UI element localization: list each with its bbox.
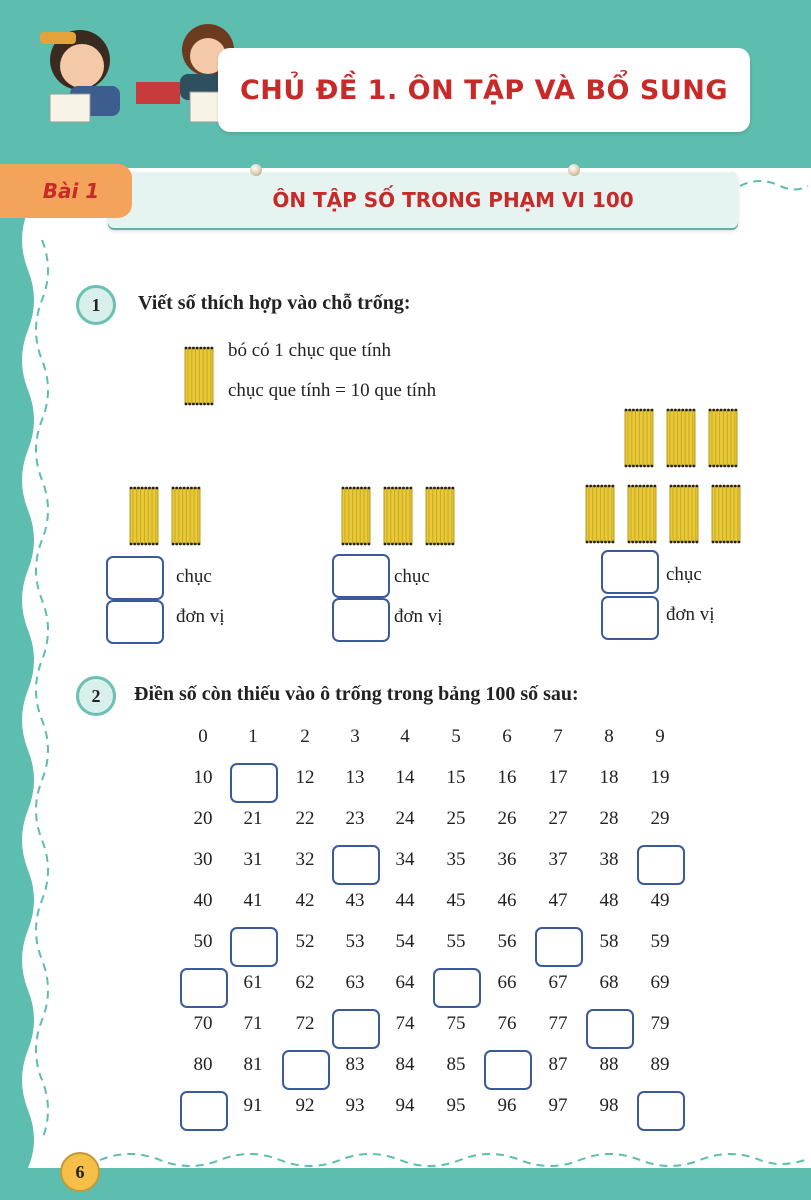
chart-number: 26	[497, 808, 517, 829]
chart-number: 29	[650, 808, 670, 829]
chart-number: 18	[599, 767, 619, 788]
chart-number: 79	[650, 1013, 670, 1034]
chart-number: 61	[243, 972, 263, 993]
stick-bundle	[382, 484, 414, 548]
chart-number: 37	[548, 849, 568, 870]
chart-number: 36	[497, 849, 517, 870]
exercise-2-number: 2	[76, 676, 116, 716]
ones-answer-box[interactable]	[106, 600, 164, 644]
chart-number: 59	[650, 931, 670, 952]
chart-number: 35	[446, 849, 466, 870]
chart-number: 22	[295, 808, 315, 829]
blank-answer-box[interactable]	[230, 763, 278, 803]
chart-number: 91	[243, 1095, 263, 1116]
ones-label: đơn vị	[394, 606, 443, 627]
chapter-title-box	[218, 48, 750, 132]
chart-number: 23	[345, 808, 365, 829]
chart-number: 0	[198, 726, 208, 747]
legend-line-2: chục que tính = 10 que tính	[228, 380, 437, 401]
page-number: 6	[60, 1152, 100, 1192]
stick-bundle	[668, 482, 700, 546]
tens-answer-box[interactable]	[332, 554, 390, 598]
chart-number: 20	[193, 808, 213, 829]
chart-number: 14	[395, 767, 415, 788]
exercise-1-prompt: Viết số thích hợp vào chỗ trống:	[138, 292, 411, 314]
stick-bundle	[626, 482, 658, 546]
chart-number: 47	[548, 890, 568, 911]
chart-number: 30	[193, 849, 213, 870]
tens-answer-box[interactable]	[601, 550, 659, 594]
chart-number: 93	[345, 1095, 365, 1116]
chart-number: 70	[193, 1013, 213, 1034]
chart-number: 67	[548, 972, 568, 993]
chart-number: 55	[446, 931, 466, 952]
chart-number: 68	[599, 972, 619, 993]
chart-number: 42	[295, 890, 315, 911]
chart-number: 64	[395, 972, 415, 993]
chart-number: 34	[395, 849, 415, 870]
chart-number: 74	[395, 1013, 415, 1034]
chart-number: 56	[497, 931, 517, 952]
ones-label: đơn vị	[176, 606, 225, 627]
blank-answer-box[interactable]	[332, 845, 380, 885]
blank-answer-box[interactable]	[586, 1009, 634, 1049]
chart-number: 24	[395, 808, 415, 829]
chart-number: 96	[497, 1095, 517, 1116]
tens-label: chục	[394, 566, 430, 587]
stick-bundle	[710, 482, 742, 546]
chapter-title: CHỦ ĐỀ 1. ÔN TẬP VÀ BỔ SUNG	[239, 74, 729, 106]
chart-number: 83	[345, 1054, 365, 1075]
blank-answer-box[interactable]	[332, 1009, 380, 1049]
chart-number: 7	[553, 726, 563, 747]
chart-number: 80	[193, 1054, 213, 1075]
chart-number: 63	[345, 972, 365, 993]
lesson-tab-label: Bài 1	[42, 179, 100, 203]
stick-bundle	[665, 406, 697, 470]
blank-answer-box[interactable]	[230, 927, 278, 967]
chart-number: 69	[650, 972, 670, 993]
blank-answer-box[interactable]	[180, 1091, 228, 1131]
chart-number: 50	[193, 931, 213, 952]
stick-bundle	[170, 484, 202, 548]
chart-number: 21	[243, 808, 263, 829]
chart-number: 76	[497, 1013, 517, 1034]
tens-label: chục	[666, 564, 702, 585]
ones-answer-box[interactable]	[601, 596, 659, 640]
chart-number: 52	[295, 931, 315, 952]
lesson-tab	[0, 164, 132, 218]
stick-bundle	[340, 484, 372, 548]
pin-icon	[568, 164, 580, 176]
chart-number: 75	[446, 1013, 466, 1034]
chart-number: 62	[295, 972, 315, 993]
chart-number: 8	[604, 726, 614, 747]
chart-number: 10	[193, 767, 213, 788]
chart-number: 87	[548, 1054, 568, 1075]
chart-number: 94	[395, 1095, 415, 1116]
exercise-2-prompt: Điền số còn thiếu vào ô trống trong bảng 100 số sau:	[134, 683, 579, 705]
chart-number: 15	[446, 767, 466, 788]
stick-bundle	[623, 406, 655, 470]
chart-number: 43	[345, 890, 365, 911]
stick-bundle	[584, 482, 616, 546]
blank-answer-box[interactable]	[433, 968, 481, 1008]
chart-number: 32	[295, 849, 315, 870]
chart-number: 28	[599, 808, 619, 829]
chart-number: 9	[655, 726, 665, 747]
chart-number: 40	[193, 890, 213, 911]
chart-number: 77	[548, 1013, 568, 1034]
blank-answer-box[interactable]	[535, 927, 583, 967]
chart-number: 97	[548, 1095, 568, 1116]
pin-icon	[250, 164, 262, 176]
chart-number: 5	[451, 726, 461, 747]
stick-bundle-icon	[183, 344, 215, 408]
blank-answer-box[interactable]	[180, 968, 228, 1008]
chart-number: 6	[502, 726, 512, 747]
exercise-1-number: 1	[76, 285, 116, 325]
chart-number: 48	[599, 890, 619, 911]
legend-line-1: bó có 1 chục que tính	[228, 340, 392, 361]
chart-number: 31	[243, 849, 263, 870]
chart-number: 25	[446, 808, 466, 829]
chart-number: 53	[345, 931, 365, 952]
chart-number: 98	[599, 1095, 619, 1116]
chart-number: 92	[295, 1095, 315, 1116]
stick-bundle	[424, 484, 456, 548]
blank-answer-box[interactable]	[484, 1050, 532, 1090]
chart-number: 89	[650, 1054, 670, 1075]
stick-bundle	[128, 484, 160, 548]
chart-number: 41	[243, 890, 263, 911]
tens-label: chục	[176, 566, 212, 587]
chart-number: 49	[650, 890, 670, 911]
blank-answer-box[interactable]	[637, 845, 685, 885]
chart-number: 16	[497, 767, 517, 788]
chart-number: 17	[548, 767, 568, 788]
chart-number: 3	[350, 726, 360, 747]
chart-number: 71	[243, 1013, 263, 1034]
chart-number: 85	[446, 1054, 466, 1075]
chart-number: 45	[446, 890, 466, 911]
chart-number: 2	[300, 726, 310, 747]
ones-answer-box[interactable]	[332, 598, 390, 642]
chart-number: 44	[395, 890, 415, 911]
stick-bundle	[707, 406, 739, 470]
tens-answer-box[interactable]	[106, 556, 164, 600]
chart-number: 1	[248, 726, 258, 747]
chart-number: 72	[295, 1013, 315, 1034]
chart-number: 19	[650, 767, 670, 788]
lesson-title: ÔN TẬP SỐ TRONG PHẠM VI 100	[272, 188, 634, 212]
blank-answer-box[interactable]	[637, 1091, 685, 1131]
chart-number: 46	[497, 890, 517, 911]
chart-number: 88	[599, 1054, 619, 1075]
chart-number: 66	[497, 972, 517, 993]
chart-number: 27	[548, 808, 568, 829]
chart-number: 54	[395, 931, 415, 952]
blank-answer-box[interactable]	[282, 1050, 330, 1090]
chart-number: 58	[599, 931, 619, 952]
lesson-title-ribbon	[108, 172, 738, 228]
chart-number: 38	[599, 849, 619, 870]
chart-number: 4	[400, 726, 410, 747]
chart-number: 84	[395, 1054, 415, 1075]
chart-number: 12	[295, 767, 315, 788]
chart-number: 95	[446, 1095, 466, 1116]
ones-label: đơn vị	[666, 604, 715, 625]
chart-number: 13	[345, 767, 365, 788]
chart-number: 81	[243, 1054, 263, 1075]
